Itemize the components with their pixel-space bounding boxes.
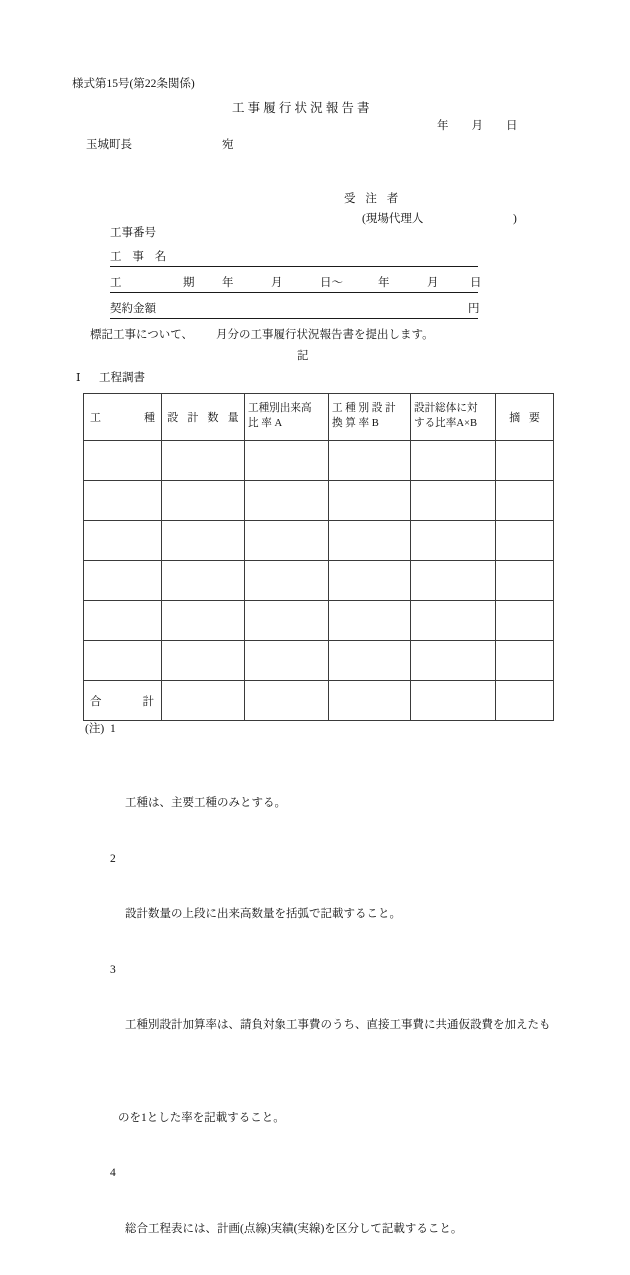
period-label: 工 期 bbox=[110, 277, 205, 289]
header-completion-ratio-a bbox=[245, 394, 329, 441]
site-agent-label: (現場代理人 bbox=[362, 213, 424, 225]
work-name-row bbox=[110, 246, 478, 267]
schedule-table bbox=[83, 393, 554, 721]
statement-text: 標記工事について、 月分の工事履行状況報告書を提出します。 bbox=[90, 329, 434, 341]
table-row bbox=[84, 521, 554, 561]
cell-completion-ratio-a[interactable] bbox=[245, 561, 329, 601]
work-name-rule bbox=[110, 266, 478, 267]
cell-design-conversion-b[interactable] bbox=[329, 561, 411, 601]
cell-design-quantity[interactable] bbox=[162, 481, 245, 521]
table-row bbox=[84, 481, 554, 521]
cell-ratio-axb[interactable] bbox=[411, 481, 496, 521]
note-text-1: 工種は、主要工種のみとする。 bbox=[125, 797, 286, 809]
note-text-3-continued: のを1とした率を記載すること。 bbox=[118, 1111, 285, 1124]
total-design-conversion-b[interactable] bbox=[329, 681, 411, 721]
form-number: 様式第15号(第22条関係) bbox=[72, 78, 195, 90]
cell-design-conversion-b[interactable] bbox=[329, 481, 411, 521]
cell-remarks[interactable] bbox=[496, 601, 554, 641]
cell-completion-ratio-a[interactable] bbox=[245, 601, 329, 641]
header-ratio-axb-l2: する比率A×B bbox=[414, 418, 478, 429]
header-design-quantity-l1: 設 計 数 量 bbox=[167, 412, 242, 424]
header-design-conversion-b-l1: 工 種 別 設 計 bbox=[332, 403, 396, 415]
note-number-4: 4 bbox=[110, 1167, 116, 1179]
total-label-left: 合 bbox=[90, 695, 102, 708]
cell-design-conversion-b[interactable] bbox=[329, 441, 411, 481]
notes-block bbox=[85, 720, 555, 1275]
header-work-type-l1: 工 bbox=[90, 412, 101, 424]
header-completion-ratio-a-l1: 工種別出来高 bbox=[248, 403, 312, 415]
cell-work-type[interactable] bbox=[84, 601, 162, 641]
cell-remarks[interactable] bbox=[496, 481, 554, 521]
period-end-year[interactable]: 年 bbox=[378, 277, 390, 289]
header-design-conversion-b bbox=[329, 394, 411, 441]
site-agent-close-paren: ) bbox=[513, 213, 517, 225]
note-item bbox=[85, 850, 555, 961]
addressee-suffix: 宛 bbox=[222, 139, 234, 151]
cell-work-type[interactable] bbox=[84, 521, 162, 561]
total-label-cell bbox=[84, 681, 162, 721]
cell-remarks[interactable] bbox=[496, 641, 554, 681]
cell-remarks[interactable] bbox=[496, 441, 554, 481]
section-heading: 工程調書 bbox=[99, 372, 145, 384]
cell-design-quantity[interactable] bbox=[162, 521, 245, 561]
date-line: 年 月 日 bbox=[437, 120, 518, 132]
cell-design-conversion-b[interactable] bbox=[329, 521, 411, 561]
addressee-name: 玉城町長 bbox=[86, 139, 132, 151]
work-number-label: 工事番号 bbox=[110, 227, 156, 239]
cell-design-quantity[interactable] bbox=[162, 601, 245, 641]
note-item bbox=[85, 720, 555, 850]
cell-remarks[interactable] bbox=[496, 561, 554, 601]
cell-ratio-axb[interactable] bbox=[411, 441, 496, 481]
header-remarks-l1: 摘 要 bbox=[509, 412, 543, 424]
cell-design-quantity[interactable] bbox=[162, 641, 245, 681]
notes-prefix: (注) bbox=[85, 723, 105, 735]
cell-completion-ratio-a[interactable] bbox=[245, 521, 329, 561]
header-ratio-axb-l1: 設計総体に対 bbox=[414, 403, 478, 415]
cell-completion-ratio-a[interactable] bbox=[245, 441, 329, 481]
contract-amount-unit: 円 bbox=[468, 303, 480, 315]
note-item bbox=[85, 961, 555, 1072]
period-start-month[interactable]: 月 bbox=[271, 277, 283, 289]
header-work-type bbox=[84, 394, 162, 441]
period-rule bbox=[110, 292, 478, 293]
period-end-day[interactable]: 日 bbox=[470, 277, 482, 289]
cell-work-type[interactable] bbox=[84, 481, 162, 521]
cell-design-conversion-b[interactable] bbox=[329, 641, 411, 681]
table-total-row bbox=[84, 681, 554, 721]
header-work-type-l2: 種 bbox=[144, 412, 155, 424]
cell-work-type[interactable] bbox=[84, 561, 162, 601]
contractor-label: 受 注 者 bbox=[344, 193, 402, 205]
period-start-day[interactable]: 日～ bbox=[320, 277, 343, 289]
table-row bbox=[84, 561, 554, 601]
header-ratio-axb bbox=[411, 394, 496, 441]
total-ratio-axb[interactable] bbox=[411, 681, 496, 721]
page-title: 工 事 履 行 状 況 報 告 書 bbox=[232, 101, 370, 115]
contract-amount-row bbox=[110, 298, 478, 319]
cell-completion-ratio-a[interactable] bbox=[245, 481, 329, 521]
cell-design-conversion-b[interactable] bbox=[329, 601, 411, 641]
cell-work-type[interactable] bbox=[84, 641, 162, 681]
note-text-4: 総合工程表には、計画(点線)実績(実線)を区分して記載すること。 bbox=[125, 1222, 463, 1235]
total-design-quantity[interactable] bbox=[162, 681, 245, 721]
period-row bbox=[110, 272, 482, 293]
cell-remarks[interactable] bbox=[496, 521, 554, 561]
note-text-2: 設計数量の上段に出来高数量を括弧で記載すること。 bbox=[125, 908, 401, 920]
table-header-row bbox=[84, 394, 554, 441]
cell-ratio-axb[interactable] bbox=[411, 601, 496, 641]
table-row bbox=[84, 641, 554, 681]
note-number-2: 2 bbox=[110, 852, 116, 865]
header-design-quantity bbox=[162, 394, 245, 441]
section-number: Ⅰ bbox=[76, 372, 81, 384]
header-design-conversion-b-l2: 換 算 率 B bbox=[332, 418, 379, 429]
period-end-month[interactable]: 月 bbox=[427, 277, 439, 289]
ki-mark: 記 bbox=[297, 350, 309, 362]
table-row bbox=[84, 441, 554, 481]
table-row bbox=[84, 601, 554, 641]
header-completion-ratio-a-l2: 比 率 A bbox=[248, 418, 283, 429]
work-name-label: 工 事 名 bbox=[110, 251, 171, 263]
cell-design-quantity[interactable] bbox=[162, 561, 245, 601]
contract-amount-label: 契約金額 bbox=[110, 303, 156, 315]
cell-ratio-axb[interactable] bbox=[411, 641, 496, 681]
cell-ratio-axb[interactable] bbox=[411, 521, 496, 561]
note-text-3: 工種別設計加算率は、請負対象工事費のうち、直接工事費に共通仮設費を加えたも bbox=[125, 1019, 551, 1031]
table-body bbox=[84, 441, 554, 721]
cell-design-quantity[interactable] bbox=[162, 441, 245, 481]
period-start-year[interactable]: 年 bbox=[222, 277, 234, 289]
total-completion-ratio-a[interactable] bbox=[245, 681, 329, 721]
cell-completion-ratio-a[interactable] bbox=[245, 641, 329, 681]
total-remarks[interactable] bbox=[496, 681, 554, 721]
header-remarks bbox=[496, 394, 554, 441]
note-number-1: 1 bbox=[110, 723, 116, 735]
note-item bbox=[85, 1164, 555, 1275]
note-number-3: 3 bbox=[110, 963, 116, 976]
cell-work-type[interactable] bbox=[84, 441, 162, 481]
cell-ratio-axb[interactable] bbox=[411, 561, 496, 601]
note-item-continuation bbox=[85, 1072, 555, 1165]
contract-amount-rule bbox=[110, 318, 478, 319]
total-label-right: 計 bbox=[142, 695, 154, 708]
